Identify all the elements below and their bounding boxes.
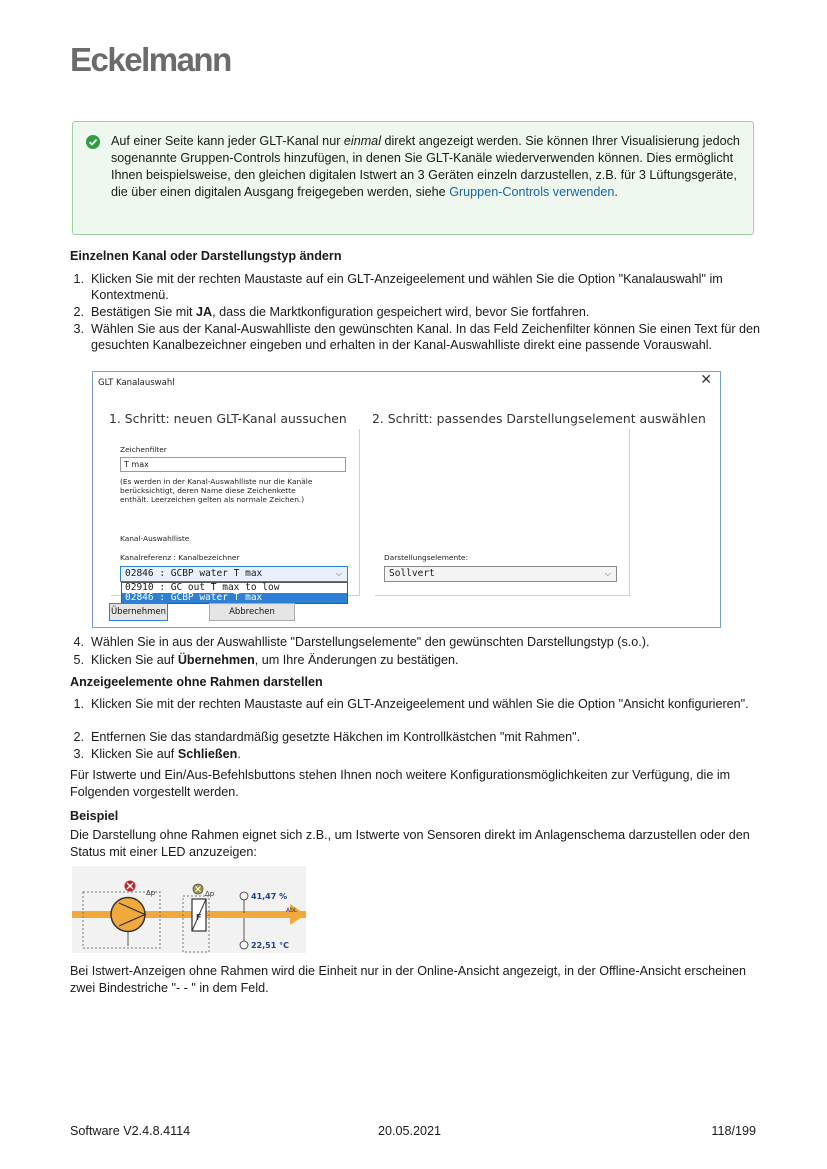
dialog-title: GLT Kanalauswahl <box>98 378 175 388</box>
check-circle-icon <box>86 135 100 149</box>
uebernehmen-button[interactable]: Übernehmen <box>109 603 168 621</box>
istwert-value-1: 41,47 % <box>251 892 288 901</box>
dropdown-option[interactable]: 02910 : GC out T max to low <box>125 582 280 593</box>
filter-label: Zeichenfilter <box>120 445 167 454</box>
step2-label: 2. Schritt: passendes Darstellungselement auswählen <box>372 411 706 426</box>
paragraph: Die Darstellung ohne Rahmen eignet sich z.B., um Istwerte von Sensoren direkt im Anlagenschema darzustellen oder den Status mit einer LED anzuzeigen: <box>70 828 750 859</box>
gruppen-controls-link[interactable]: Gruppen-Controls verwenden <box>449 185 615 199</box>
darstellungselemente-label: Darstellungselemente: <box>384 553 469 562</box>
kanalreferenz-label: Kanalreferenz : Kanalbezeichner <box>120 553 240 562</box>
section-heading-beispiel: Beispiel <box>70 809 119 823</box>
footer-software: Software V2.4.8.4114 <box>70 1124 191 1138</box>
filter-hint-3: enthält. Leerzeichen gelten als normale Zeichen.) <box>120 495 305 504</box>
paragraph: Bei Istwert-Anzeigen ohne Rahmen wird die Einheit nur in der Online-Ansicht angezeigt, in der Offline-Ansicht erscheinen zwei Bindestriche "- - " in dem Feld. <box>70 964 746 995</box>
dropdown-option-selected[interactable]: 02846 : GCBP water T max <box>122 593 347 603</box>
kanal-dropdown-list[interactable] <box>121 582 348 604</box>
footer-page: 118/199 <box>711 1124 756 1138</box>
filter-hint-2: berücksichtigt, deren Name diese Zeichenkette <box>120 486 296 495</box>
list-label: Kanal-Auswahlliste <box>120 534 190 543</box>
section-heading-kanal: Einzelnen Kanal oder Darstellungstyp ändern <box>70 249 342 263</box>
istwert-value-2: 22,51 °C <box>251 941 289 950</box>
step1-label: 1. Schritt: neuen GLT-Kanal aussuchen <box>109 411 347 426</box>
filter-input[interactable]: T max <box>120 457 346 472</box>
info-note <box>72 121 754 235</box>
close-icon[interactable]: ✕ <box>700 372 712 388</box>
dp-label-1: Δp <box>146 889 156 897</box>
darstellung-combobox[interactable]: Sollvert ⌵ <box>384 566 617 582</box>
paragraph: Für Istwerte und Ein/Aus-Befehlsbuttons stehen Ihnen noch weitere Konfigurationsmöglichkeiten zur Verfügung, die im Folgenden vorgestellt werden. <box>70 768 731 799</box>
note-text: Auf einer Seite kann jeder GLT-Kanal nur einmal direkt angezeigt werden. Sie können Ihrer Visualisierung jedoch sogenannte Gruppen-Controls hinzufügen, in denen Sie GLT-Kanäle wiederverwenden können. Dies ermöglicht Ihnen beispielsweise, den gleichen digitalen Istwert an 3 Geräten einzeln darzustellen, z.B. für 3 Lüftungsgeräte, die über einen digitalen Ausgang freigegeben werden, siehe Gruppen-Controls verwenden. <box>111 134 740 199</box>
chevron-down-icon: ⌵ <box>604 569 611 578</box>
brand-logo: Eckelmann <box>70 41 231 78</box>
example-schematic <box>72 866 306 953</box>
footer-date: 20.05.2021 <box>378 1124 442 1138</box>
filter-label-f: F <box>196 913 202 922</box>
glt-kanalauswahl-dialog <box>92 371 721 628</box>
abbrechen-button[interactable]: Abbrechen <box>209 603 295 621</box>
section-heading-rahmen: Anzeigeelemente ohne Rahmen darstellen <box>70 675 323 689</box>
dp-label-2: Δp <box>205 890 215 898</box>
kanal-combobox[interactable]: 02846 : GCBP water T max ⌵ <box>120 566 348 582</box>
abl-label: AbL <box>286 907 298 914</box>
filter-hint-1: (Es werden in der Kanal-Auswahlliste nur die Kanäle <box>120 477 313 486</box>
chevron-down-icon: ⌵ <box>335 569 342 578</box>
